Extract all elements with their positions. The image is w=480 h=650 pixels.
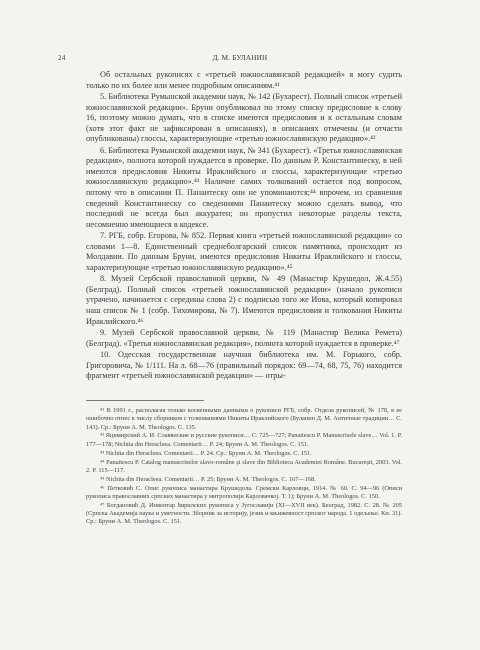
main-text xyxy=(86,70,402,382)
paragraph: Об остальных рукописях с «третьей южнославянской редакцией» я могу судить только по их более или менее подробным описаниям.⁴¹ xyxy=(86,70,402,90)
paragraph: 5. Библиотека Румынской академии наук, № 142 (Бухарест). Полный список «третьей южнославянской редакции». Бруни опубликовал по этому списку предисловие к слову 16, поэтому можно думать, что в списке имеются предисловия и к остальным словам (хотя этот факт не зафиксирован в описаниях), в описаниях отмечены (и отчасти опубликованы) глоссы, характеризующие «третью южнославянскую редакцию».⁴² xyxy=(86,92,402,144)
paragraph: 6. Библиотека Румынской академии наук, № 341 (Бухарест). «Третья южнославянская редакция», полнота которой нуждается в проверке. По данным Р. Константинеску, в ней имеются предисловия Никиты Ираклийского и глоссы, характеризующие «третью южнославянскую редакцию».⁴³ Наличие самих толкований остается под вопросом, потому что в описании П. Панаитеску они не упоминаются;⁴⁴ впрочем, из сравнения сведений Константинеску со сведениями Панаитеску можно сделать вывод, что последний не всегда был аккуратен; он пропустил некоторые разделы текста, несомненно имеющиеся в кодексе. xyxy=(86,145,402,229)
footnote: ⁴² Яцимирский А. И. Славянские и русские рукописи… С. 725—727; Panaitescu P. Manuscrisele slave… Vol. 1. P. 177—178; Nichita din Heracleea. Comentarii… P. 24; Бруни А. М. Theologos. С. 151. xyxy=(86,432,402,448)
paragraph: 10. Одесская государственная научная библиотека им. М. Горького, собр. Григоровича, № 1/111. На л. 68—76 (правильный порядок: 69—74, 68, 75, 76) находится фрагмент «третьей южнославянской редакции» — отры- xyxy=(86,350,402,381)
page-number: 24 xyxy=(58,54,66,62)
running-title: Д. М. БУЛАНИН xyxy=(212,54,268,62)
footnotes xyxy=(86,407,402,527)
footnote: ⁴³ Nichita din Heracleea. Comentarii… P. 24. Ср.: Бруни А. М. Theologos. С. 151. xyxy=(100,449,312,457)
paragraph: 7. РГБ, собр. Егорова, № 852. Первая книга «третьей южнославянской редакции» со словами 1—8. Единственный среднеболгарский список памятника, происходит из Молдавии. По данным Бруни, имеются предисловия Никиты Ираклийского и глоссы, характеризующие «третью южнославянскую редакцию».⁴⁵ xyxy=(86,231,402,272)
paragraph: 8. Музей Сербской православной церкви, № 49 (Манастир Крушедол, Ж.4.55) (Белград). Полный список «третьей южнославянской редакции» (начало рукописи утрачено, начинается с середины слова 2) с подписью того же Иова, который копировал наш список № 1 (собр. Тихомирова, № 7). Имеются предисловия и толкования Никиты Ираклийского.⁴⁶ xyxy=(86,274,402,326)
paragraph: 9. Музей Сербской православной церкви, № 119 (Манастир Велика Ремета) (Белград). «Третья южнославянская редакция», полнота которой нуждается в проверке.⁴⁷ xyxy=(86,328,402,348)
footnote-divider xyxy=(86,400,204,401)
footnote: ⁴¹ В 1991 г., располагая только косвенными данными о рукописи РГБ, собр. Отдела рукописей, № 178, я ее ошибочно отнес к числу сборников с толкованиями Никиты Ираклийского (Буланин Д. М. Античные традиции… С. 143). Ср.: Бруни А. М. Theologos. С. 135. xyxy=(86,407,402,431)
footnote: ⁴⁵ Nichita din Heracleea. Comentarii… P. 25; Бруни А. М. Theologos. С. 167—168. xyxy=(100,475,316,483)
footnote: ⁴⁴ Panaitescu P. Catalog manuscriselor slavo-române și slave din Biblioteca Academiei Române. București, 2003. Vol. 2. P. 115—117. xyxy=(86,458,402,474)
footnote: ⁴⁷ Богдановић Д. Инвентар ћирилских рукописа у Југославији (XI—XVII век). Београд, 1982. С. 28. № 205 (Српска Академија наука и уметности. Зборник за историју, језик и књижевност српског народа. 1 одељење. Кн. 31). Ср.: Бруни А. М. Theologos. С. 151. xyxy=(86,501,402,526)
footnote: ⁴⁶ Петковић С. Опис рукописа манастира Крушедола. Сремски Карловци, 1914. № 60. С. 94—96 (Описи рукописа православних српских манастира у митрополији Карловачкој. Т. 1); Бруни А. М. Theologos. С. 150. xyxy=(86,484,402,500)
